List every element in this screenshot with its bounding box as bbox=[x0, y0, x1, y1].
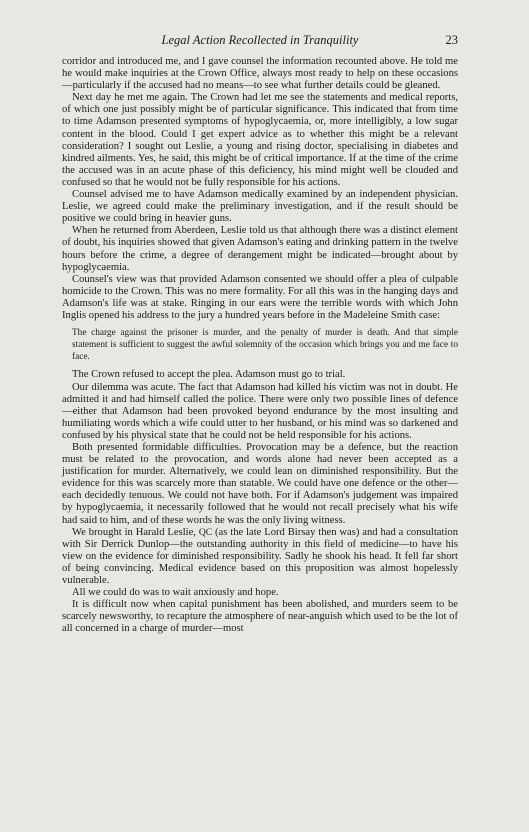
paragraph-harald-leslie bbox=[62, 527, 458, 587]
paragraph: Next day he met me again. The Crown had let me see the statements and medical reports, of which one just possibly might be of particular significance. This indicated that from time to time Adamson presented symptoms of hypoglycaemia, or, more intelligibly, a low sugar content in the blood. Could I get expert advice as to whether this might be a relevant consideration? I sought out Leslie, a young and rising doctor, specialising in diabetes and kindred ailments. Yes, he said, this might be of critical importance. If at the time of the crime the accused was in an acute phase of this deficiency, his mind might well be clouded and confused so that he would not be fully responsible for his actions. bbox=[62, 92, 458, 188]
paragraph: corridor and introduced me, and I gave counsel the information recounted above. He told me he would make inquiries at the Crown Office, always most ready to help on these occasions—particularly if the accused had no means—to see what further details could be gleaned. bbox=[62, 56, 458, 92]
block-quote: The charge against the prisoner is murder, and the penalty of murder is death. And that simple statement is sufficient to suggest the awful solemnity of the occasion which brings you and me face to face. bbox=[72, 328, 458, 362]
paragraph: Counsel advised me to have Adamson medically examined by an independent physician. Leslie, we agreed could make the preliminary investigation, and if the result should be positive we could bring in heavier guns. bbox=[62, 189, 458, 225]
page-number: 23 bbox=[445, 33, 458, 47]
paragraph: It is difficult now when capital punishment has been abolished, and murders seem to be scarcely newsworthy, to recapture the atmosphere of near-anguish which used to be the lot of all concerned in a charge of murder—most bbox=[62, 599, 458, 635]
paragraph: When he returned from Aberdeen, Leslie told us that although there was a distinct element of doubt, his inquiries showed that given Adamson's eating and drinking pattern in the twelve hours before the crime, a degree of derangement might be indicated—brought about by hypoglycaemia. bbox=[62, 225, 458, 273]
paragraph: All we could do was to wait anxiously and hope. bbox=[72, 587, 279, 599]
paragraph: Counsel's view was that provided Adamson consented we should offer a plea of culpable homicide to the Crown. This was no mere formality. For all this was in the hanging days and Adamson's life was at stake. Ringing in our ears were the terrible words with which John Inglis opened his address to the jury a hundred years before in the Madeleine Smith case: bbox=[62, 273, 458, 321]
page-header bbox=[62, 33, 458, 49]
paragraph: Our dilemma was acute. The fact that Adamson had killed his victim was not in doubt. He admitted it and had himself called the police. There were only two possible lines of defence—either that Adamson had been provoked beyond endurance by the most insulting and humiliating words which a wife could utter to her husband, or his mind was so darkened and confused by his physical state that he could not be held responsible for his actions. bbox=[62, 381, 458, 441]
running-title: Legal Action Recollected in Tranquility bbox=[161, 33, 359, 47]
paragraph: Both presented formidable difficulties. Provocation may be a defence, but the reaction must be related to the provocation, and words alone had never been accepted as a justification for murder. Alternatively, we could lean on diminished responsibility. But the evidence for this was scarcely more than statable. We could have one defence or the other—each decidedly tenuous. We could not have both. For if Adamson's judgement was impaired by hypoglycaemia, it necessarily followed that he would not recall precisely what his wife had said to him, and of these words he was the only living witness. bbox=[62, 442, 458, 526]
body-text bbox=[62, 56, 458, 636]
paragraph: The Crown refused to accept the plea. Adamson must go to trial. bbox=[72, 369, 346, 381]
text-run: (as the late Lord Birsay then was) and had a consultation with Sir Derrick Dunlop—the outstanding authority in this field of medicine—to have his view on the evidence for diminished responsibility. Sadly he shook his head. It fell far short of being convincing. Medical evidence based on this proposition was almost hopelessly vulnerable. bbox=[62, 526, 458, 587]
qc-abbreviation: QC bbox=[198, 526, 213, 538]
text-run: We brought in Harald Leslie, bbox=[72, 526, 199, 538]
